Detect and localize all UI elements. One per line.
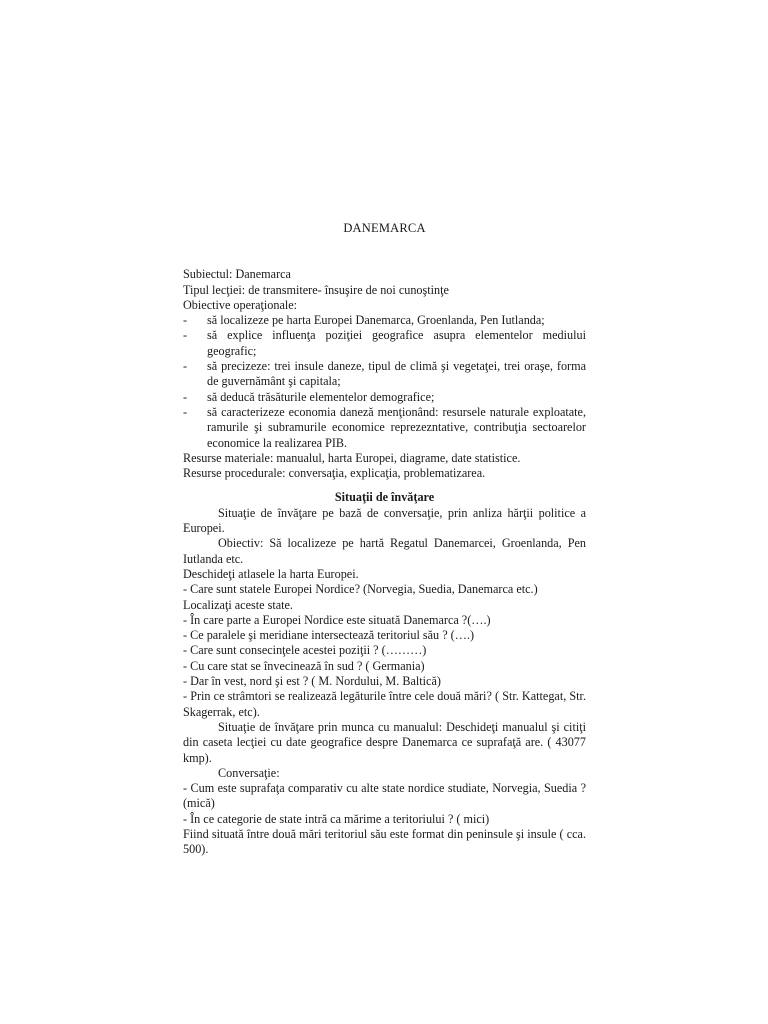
subject-line: Subiectul: Danemarca [183, 267, 291, 282]
question-parallels: - Ce paralele şi meridiane intersectează teritoriul său ? (….) [183, 628, 475, 643]
question-south-neighbor: - Cu care stat se învecinează în sud ? ( Germania) [183, 658, 425, 673]
bullet-dash: - [183, 359, 188, 374]
objectives-list [183, 313, 586, 451]
learning-situation-2: Situaţie de învăţare prin munca cu manualul: Deschideţi manualul şi citiţi din caseta lecţiei cu date geografice despre Danemarca ce suprafaţă are. ( 43077 kmp). [183, 719, 586, 765]
learning-situation-1: Situaţie de învăţare pe bază de conversaţie, prin anliza hărţii politice a Europei. [183, 505, 586, 536]
question-size-category: - În ce categorie de state intră ca mărime a teritoriului ? ( mici) [183, 811, 490, 826]
bullet-dash: - [183, 404, 188, 419]
question-northern-states: - Care sunt statele Europei Nordice? (Norvegia, Suedia, Danemarca etc.) [183, 582, 538, 597]
document-title: DANEMARCA [343, 221, 426, 235]
localize-instruction: Localizaţi aceste state. [183, 597, 293, 612]
conversation-label: Conversaţie: [218, 765, 280, 780]
objective-item [183, 405, 586, 451]
question-straits: - Prin ce strâmtori se realizează legăturile între cele două mări? ( Str. Kattegat, Str. Skagerrak, etc). [183, 689, 586, 719]
objective-text: să precizeze: trei insule daneze, tipul de climă şi vegetaţei, trei oraşe, forma de guvernământ şi capitala; [207, 359, 586, 389]
objectives-heading: Obiective operaţionale: [183, 297, 298, 312]
objective-item [183, 359, 586, 390]
question-area-compare: - Cum este suprafaţa comparativ cu alte state nordice studiate, Norvegia, Suedia ? (mică) [183, 781, 586, 811]
closing-paragraph: Fiind situată între două mări teritoriul său este format din peninsule şi insule ( cca. 500). [183, 826, 586, 857]
material-resources: Resurse materiale: manualul, harta Europei, diagrame, date statistice. [183, 450, 521, 465]
open-atlas-instruction: Deschideţi atlasele la harta Europei. [183, 566, 359, 581]
bullet-dash: - [183, 313, 188, 328]
objective-text: să caracterizeze economia daneză menţionând: resursele naturale exploatate, ramurile şi subramurile economice reprezezntative, contribuţia sectoarelor economice la realizarea PIB. [207, 404, 586, 450]
objective-text: să localizeze pe harta Europei Danemarca, Groenlanda, Pen Iutlanda; [207, 313, 545, 328]
procedural-resources: Resurse procedurale: conversaţia, explicaţia, problematizarea. [183, 466, 486, 481]
section-title: Situaţii de învăţare [334, 490, 435, 505]
objective-text: să deducă trăsăturile elementelor demografice; [207, 389, 435, 404]
objective-item [183, 328, 586, 359]
question-consequences: - Care sunt consecinţele acestei poziţii ? (………) [183, 643, 427, 658]
objective-item [183, 390, 586, 405]
objective-text: să explice influenţa poziţiei geografice asupra elementelor mediului geografic; [207, 328, 586, 358]
bullet-dash: - [183, 328, 188, 343]
objective-paragraph: Obiectiv: Să localizeze pe hartă Regatul Danemarcei, Groenlanda, Pen Iutlanda etc. [183, 536, 586, 566]
lesson-type-line: Tipul lecţiei: de transmitere- însuşire de noi cunoştinţe [183, 282, 449, 297]
objective-item [183, 313, 586, 328]
question-other-neighbors: - Dar în vest, nord şi est ? ( M. Nordului, M. Baltică) [183, 674, 441, 689]
document-page [183, 221, 586, 858]
question-location: - În care parte a Europei Nordice este situată Danemarca ?(….) [183, 612, 491, 627]
bullet-dash: - [183, 389, 188, 404]
